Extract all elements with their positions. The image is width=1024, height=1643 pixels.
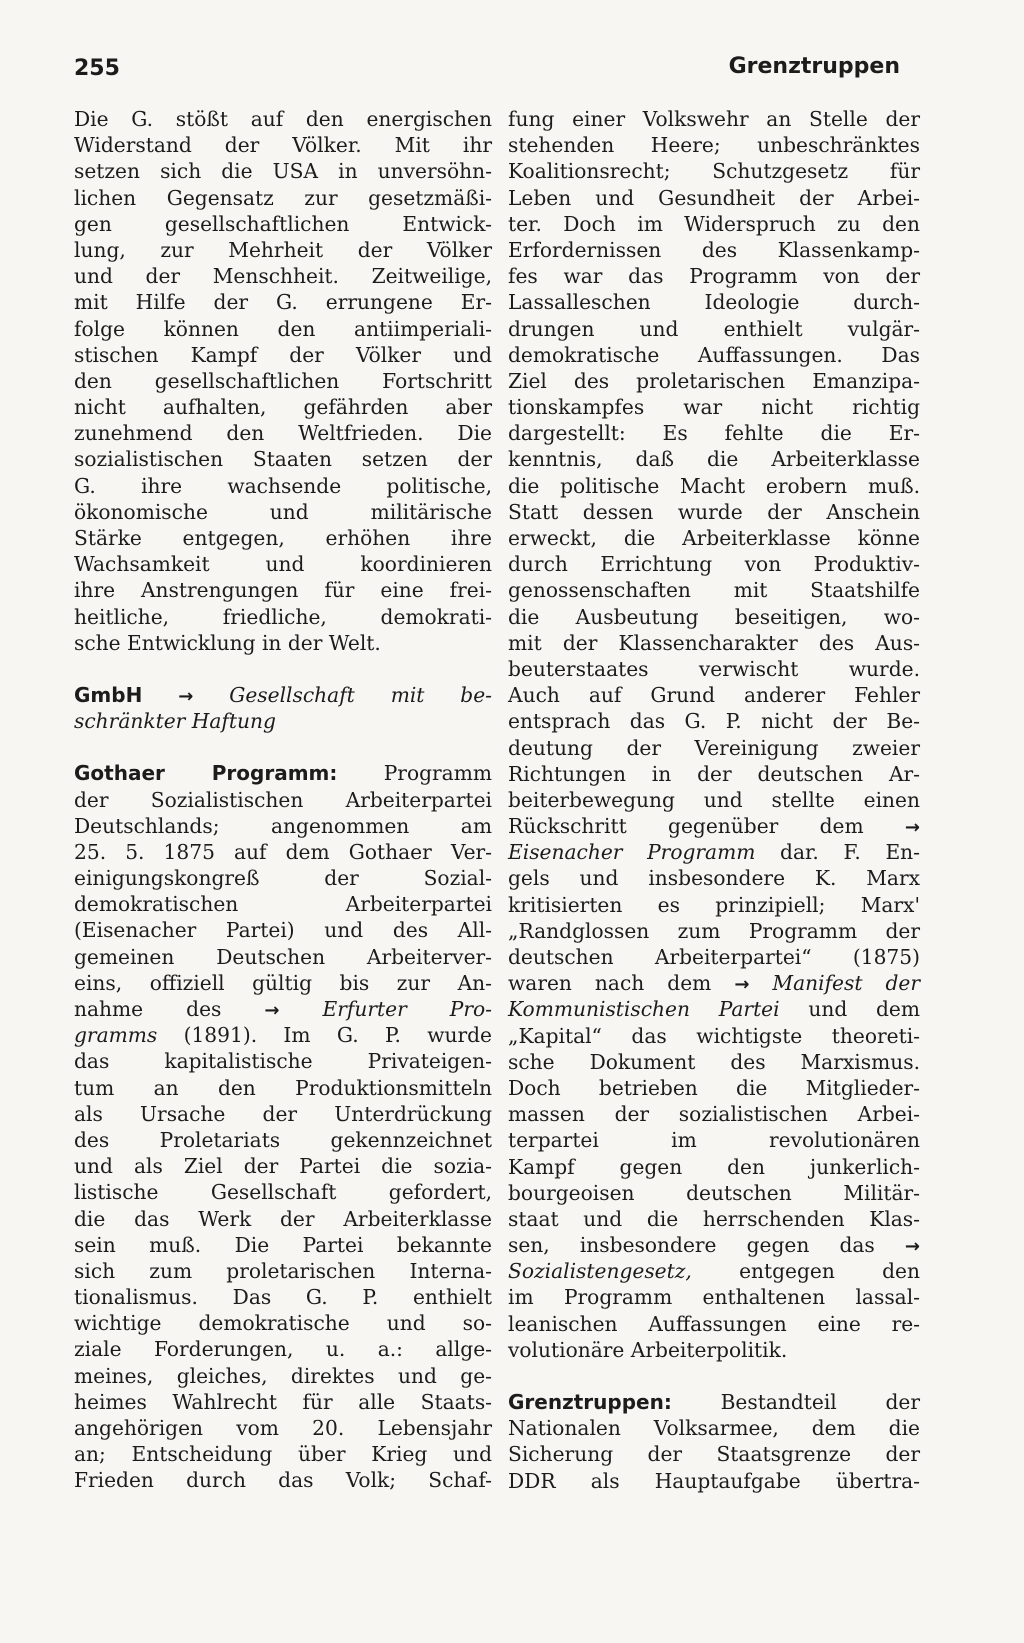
text-fragment: waren nach dem [508, 971, 712, 996]
text-fragment: dar. F. En- [780, 840, 921, 865]
text-line: des Proletariats gekennzeichnet [74, 1127, 492, 1152]
text-line: meines, gleiches, direktes und ge- [74, 1363, 492, 1388]
text-line: Erfordernissen des Klassenkamp- [508, 237, 920, 262]
text-line: die politische Macht erobern muß. [508, 473, 920, 498]
text-line: die Ausbeutung beseitigen, wo- [508, 604, 920, 629]
text-line: Widerstand der Völker. Mit ihr [74, 133, 492, 158]
arrow-icon: → [904, 1236, 920, 1258]
cross-reference[interactable]: Sozialistengesetz, [508, 1259, 692, 1284]
text-line: setzen sich die USA in unversöhn- [74, 159, 492, 184]
cross-reference[interactable]: gramms [74, 1023, 158, 1048]
cross-reference[interactable]: Kommunistischen Partei [508, 997, 780, 1022]
arrow-icon: → [734, 974, 750, 996]
text-line: folge können den antiimperiali- [74, 316, 492, 341]
text-line: Deutschlands; angenommen am [74, 813, 492, 838]
text-line: ökonomische und militärische [74, 499, 492, 524]
text-line: deutschen Arbeiterpartei“ (1875) [508, 945, 920, 969]
text-line: ihre Anstrengungen für eine frei- [74, 578, 492, 603]
text-line: heimes Wahlrecht für alle Staats- [74, 1389, 492, 1414]
text-line: tionalismus. Das G. P. enthielt [74, 1285, 492, 1310]
text-line: Statt dessen wurde der Anschein [508, 499, 920, 524]
text-line: sich zum proletarischen Interna- [74, 1258, 492, 1283]
text-line: durch Errichtung von Produktiv- [508, 552, 920, 577]
text-line: 25. 5. 1875 auf dem Gothaer Ver- [74, 839, 492, 864]
text-line: drungen und enthielt vulgär- [508, 316, 920, 341]
entry-gmbh [74, 682, 492, 734]
headword: Grenztruppen: [508, 1390, 672, 1414]
entry-gothaer-programm [74, 760, 492, 1493]
text-line: „Kapital“ das wichtigste theoreti- [508, 1023, 920, 1048]
arrow-icon: → [264, 1000, 280, 1021]
text-line: Kampf gegen den junkerlich- [508, 1154, 920, 1179]
text-line: als Ursache der Unterdrückung [74, 1101, 492, 1126]
text-line: beiterbewegung und stellte einen [508, 787, 920, 812]
text-line: listische Gesellschaft gefordert, [74, 1180, 492, 1205]
text-line: fung einer Volkswehr an Stelle der [508, 107, 920, 131]
text-line: ziale Forderungen, u. a.: allge- [74, 1337, 492, 1362]
text-line: kenntnis, daß die Arbeiterklasse [508, 447, 920, 472]
text-line: staat und die herrschenden Klas- [508, 1206, 920, 1231]
page-number: 255 [74, 56, 120, 81]
text-line: „Randglossen zum Programm der [508, 918, 920, 943]
text-line: Richtungen in der deutschen Ar- [508, 761, 920, 786]
text-line: Auch auf Grund anderer Fehler [508, 683, 920, 708]
text-line: massen der sozialistischen Arbei- [508, 1102, 920, 1127]
text-line: sche Dokument des Marxismus. [508, 1049, 920, 1074]
text-line: Koalitionsrecht; Schutzgesetz für [508, 159, 920, 184]
text-line: entsprach das G. P. nicht der Be- [508, 709, 920, 734]
text-line: Doch betrieben die Mitglieder- [508, 1075, 920, 1100]
left-column [74, 106, 492, 1494]
text-line: lichen Gegensatz zur gesetzmäßi- [74, 185, 492, 210]
right-column [508, 106, 920, 1494]
text-line: sein muß. Die Partei bekannte [74, 1232, 492, 1257]
text-line: heitliche, friedliche, demokrati- [74, 604, 492, 629]
text-line: das kapitalistische Privateigen- [74, 1049, 492, 1074]
text-line: angehörigen vom 20. Lebensjahr [74, 1416, 492, 1440]
cross-reference[interactable]: schränkter Haftung [74, 709, 276, 734]
text-line: Stärke entgegen, erhöhen ihre [74, 526, 492, 550]
text-line: DDR als Hauptaufgabe übertra- [508, 1468, 920, 1493]
text-line: beuterstaates verwischt wurde. [508, 656, 920, 681]
text-line: nicht aufhalten, gefährden aber [74, 395, 492, 420]
text-fragment: (1891). Im G. P. wurde [183, 1023, 492, 1048]
text-line: demokratischen Arbeiterpartei [74, 892, 492, 917]
text-line: erweckt, die Arbeiterklasse könne [508, 526, 920, 550]
text-line: G. ihre wachsende politische, [74, 473, 492, 498]
text-line: der Sozialistischen Arbeiterpartei [74, 787, 492, 812]
text-line: Wachsamkeit und koordinieren [74, 552, 492, 577]
text-fragment: sen, insbesondere gegen das [508, 1233, 875, 1258]
text-line: lung, zur Mehrheit der Völker [74, 237, 492, 262]
text-line: tionskampfes war nicht richtig [508, 395, 920, 420]
text-line: ter. Doch im Widerspruch zu den [508, 211, 920, 236]
text-line: kritisierten es prinzipiell; Marx' [508, 892, 920, 917]
text-line: zunehmend den Weltfrieden. Die [74, 421, 492, 446]
text-line: gels und insbesondere K. Marx [508, 866, 920, 891]
text-line: fes war das Programm von der [508, 264, 920, 289]
text-line: gemeinen Deutschen Arbeiterver- [74, 944, 492, 969]
text-line: und der Menschheit. Zeitweilige, [74, 264, 492, 289]
running-head: Grenztruppen [728, 54, 900, 79]
text-line: terpartei im revolutionären [508, 1128, 920, 1153]
arrow-icon: → [178, 685, 194, 707]
text-line: den gesellschaftlichen Fortschritt [74, 368, 492, 393]
cross-reference[interactable]: Gesellschaft mit be- [229, 682, 492, 707]
text-line: die das Werk der Arbeiterklasse [74, 1206, 492, 1231]
text-line: sozialistischen Staaten setzen der [74, 447, 492, 472]
cross-reference[interactable]: Erfurter Pro- [322, 997, 492, 1021]
text-fragment: Bestandteil der [720, 1390, 920, 1414]
entry-continuation [74, 106, 492, 656]
text-line: bourgeoisen deutschen Militär- [508, 1180, 920, 1205]
text-line: Nationalen Volksarmee, dem die [508, 1416, 920, 1441]
text-line: Leben und Gesundheit der Arbei- [508, 185, 920, 210]
text-line: mit Hilfe der G. errungene Er- [74, 290, 492, 315]
text-line: genossenschaften mit Staatshilfe [508, 578, 920, 603]
text-line: einigungskongreß der Sozial- [74, 866, 492, 891]
text-line: stehenden Heere; unbeschränktes [508, 133, 920, 158]
text-line: Lassalleschen Ideologie durch- [508, 290, 920, 315]
cross-reference[interactable]: Manifest der [772, 971, 921, 996]
text-line: Die G. stößt auf den energischen [74, 107, 492, 131]
text-fragment: Programm [383, 761, 492, 786]
headword: Gothaer Programm: [74, 761, 338, 786]
text-line: Ziel des proletarischen Emanzipa- [508, 368, 920, 393]
text-line: Sicherung der Staatsgrenze der [508, 1442, 920, 1467]
cross-reference[interactable]: Eisenacher Programm [508, 840, 756, 865]
text-line: an; Entscheidung über Krieg und [74, 1442, 492, 1467]
headword: GmbH [74, 682, 143, 707]
text-line: stischen Kampf der Völker und [74, 342, 492, 367]
text-line: im Programm enthaltenen lassal- [508, 1285, 920, 1310]
text-fragment: Rückschritt gegenüber dem [508, 814, 864, 839]
text-line: Frieden durch das Volk; Schaf- [74, 1468, 492, 1493]
text-fragment: entgegen den [739, 1259, 920, 1284]
text-line: eins, offiziell gültig bis zur An- [74, 970, 492, 995]
entry-grenztruppen [508, 1389, 920, 1494]
text-line: und als Ziel der Partei die sozia- [74, 1154, 492, 1179]
text-line: demokratische Auffassungen. Das [508, 342, 920, 367]
text-line: tum an den Produktionsmitteln [74, 1075, 492, 1100]
text-fragment: und dem [808, 997, 920, 1022]
text-line: volutionäre Arbeiterpolitik. [508, 1337, 788, 1362]
text-line: wichtige demokratische und so- [74, 1311, 492, 1336]
text-line: deutung der Vereinigung zweier [508, 735, 920, 760]
text-line: gen gesellschaftlichen Entwick- [74, 211, 492, 236]
text-line: sche Entwicklung in der Welt. [74, 630, 381, 655]
text-line: mit der Klassencharakter des Aus- [508, 630, 920, 655]
text-line: leanischen Auffassungen eine re- [508, 1311, 920, 1336]
text-line: (Eisenacher Partei) und des All- [74, 918, 492, 943]
text-line: dargestellt: Es fehlte die Er- [508, 421, 920, 446]
arrow-icon: → [904, 817, 920, 839]
text-fragment: nahme des [74, 997, 222, 1021]
